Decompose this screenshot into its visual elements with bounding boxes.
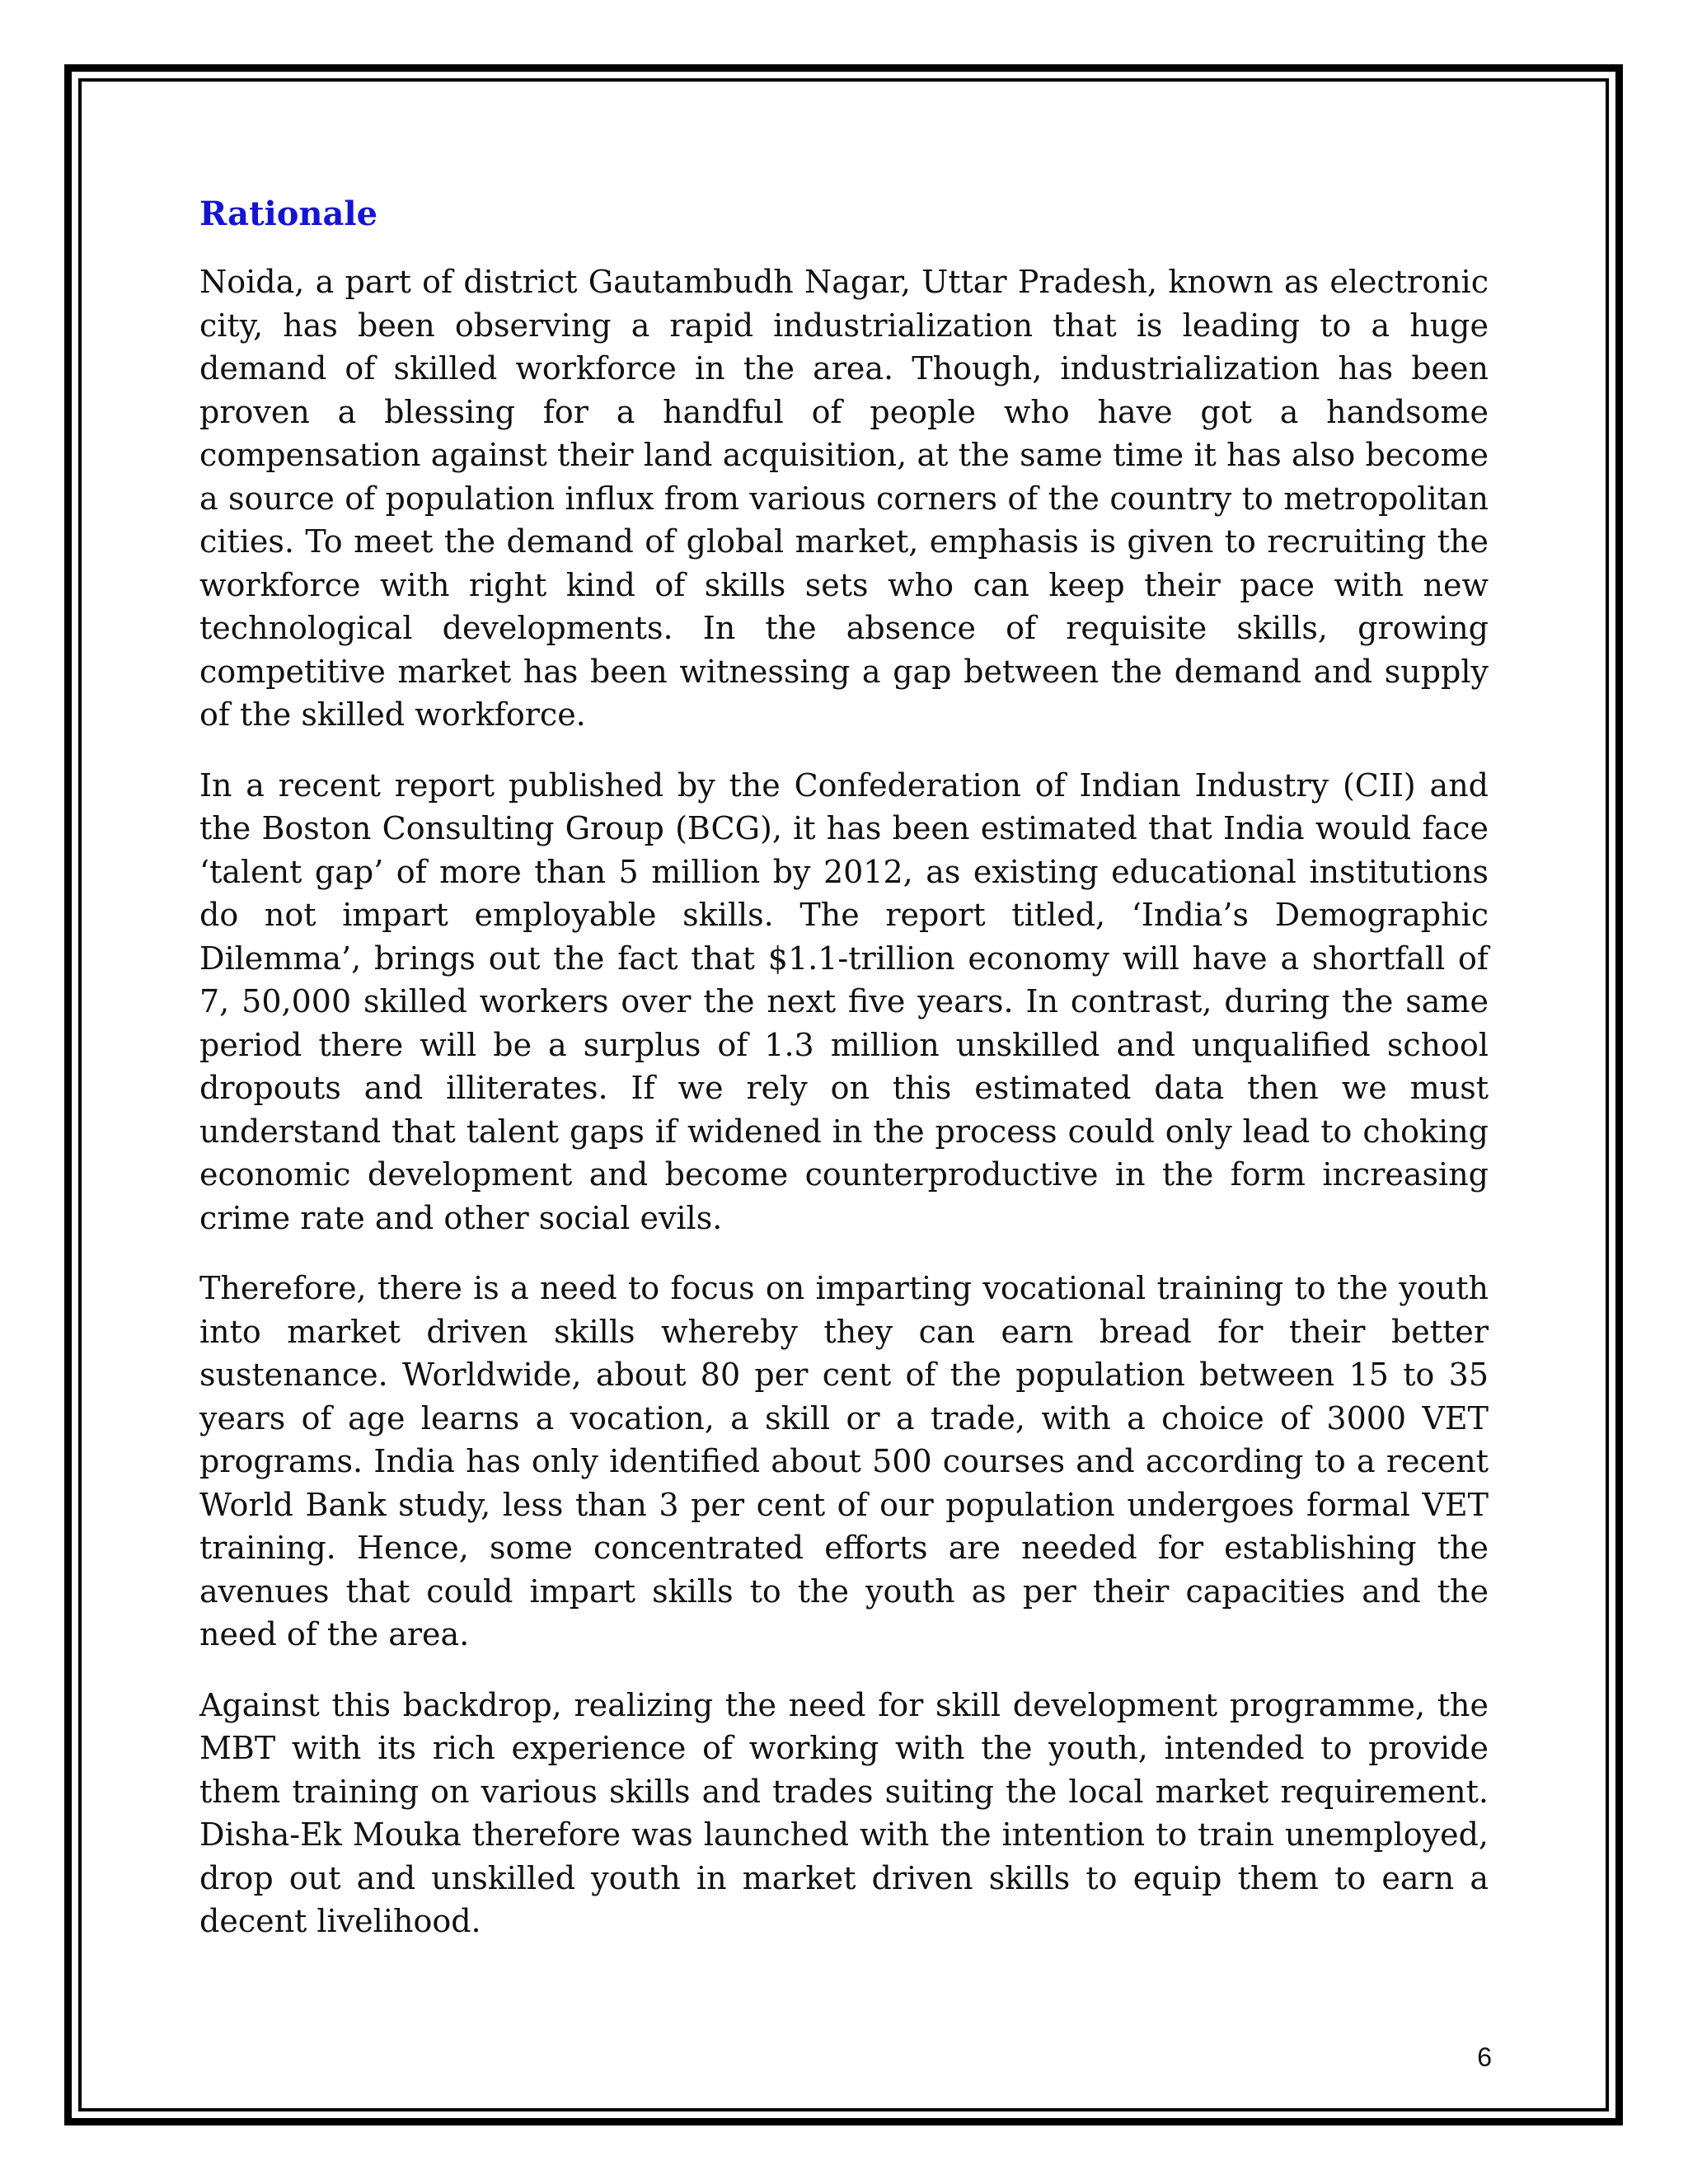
document-body	[199, 188, 1489, 1971]
paragraph-1: Noida, a part of district Gautambudh Nagar, Uttar Pradesh, known as electronic city, has been observing a rapid industrialization that is leading to a huge demand of skilled workforce in the area. Though, industrialization has been proven a blessing for a handful of people who have got a handsome compensation against their land acquisition, at the same time it has also become a source of population influx from various corners of the country to metropolitan cities. To meet the demand of global market, emphasis is given to recruiting the workforce with right kind of skills sets who can keep their pace with new technological developments. In the absence of requisite skills, growing competitive market has been witnessing a gap between the demand and supply of the skilled workforce.	[199, 264, 1489, 733]
paragraph-3: Therefore, there is a need to focus on imparting vocational training to the youth into market driven skills whereby they can earn bread for their better sustenance. Worldwide, about 80 per cent of the population between 15 to 35 years of age learns a vocation, a skill or a trade, with a choice of 3000 VET programs. India has only identified about 500 courses and according to a recent World Bank study, less than 3 per cent of our population undergoes formal VET training. Hence, some concentrated efforts are needed for establishing the avenues that could impart skills to the youth as per their capacities and the need of the area.	[199, 1270, 1489, 1652]
page-number: 6	[1477, 2042, 1492, 2072]
section-heading: Rationale	[199, 194, 378, 233]
paragraph-2: In a recent report published by the Confederation of Indian Industry (CII) and the Boston Consulting Group (BCG), it has been estimated that India would face ‘talent gap’ of more than 5 million by 2012, as existing educational institutions do not impart employable skills. The report titled, ‘India’s Demographic Dilemma’, brings out the fact that $1.1-trillion economy will have a shortfall of 7, 50,000 skilled workers over the next five years. In contrast, during the same period there will be a surplus of 1.3 million unskilled and unqualified school dropouts and illiterates. If we rely on this estimated data then we must understand that talent gaps if widened in the process could only lead to choking economic development and become counterproductive in the form increasing crime rate and other social evils.	[199, 766, 1489, 1236]
paragraph-4: Against this backdrop, realizing the need for skill development programme, the MBT with its rich experience of working with the youth, intended to provide them training on various skills and trades suiting the local market requirement. Disha-Ek Mouka therefore was launched with the intention to train unemployed, drop out and unskilled youth in market driven skills to equip them to earn a decent livelihood.	[199, 1686, 1489, 1939]
